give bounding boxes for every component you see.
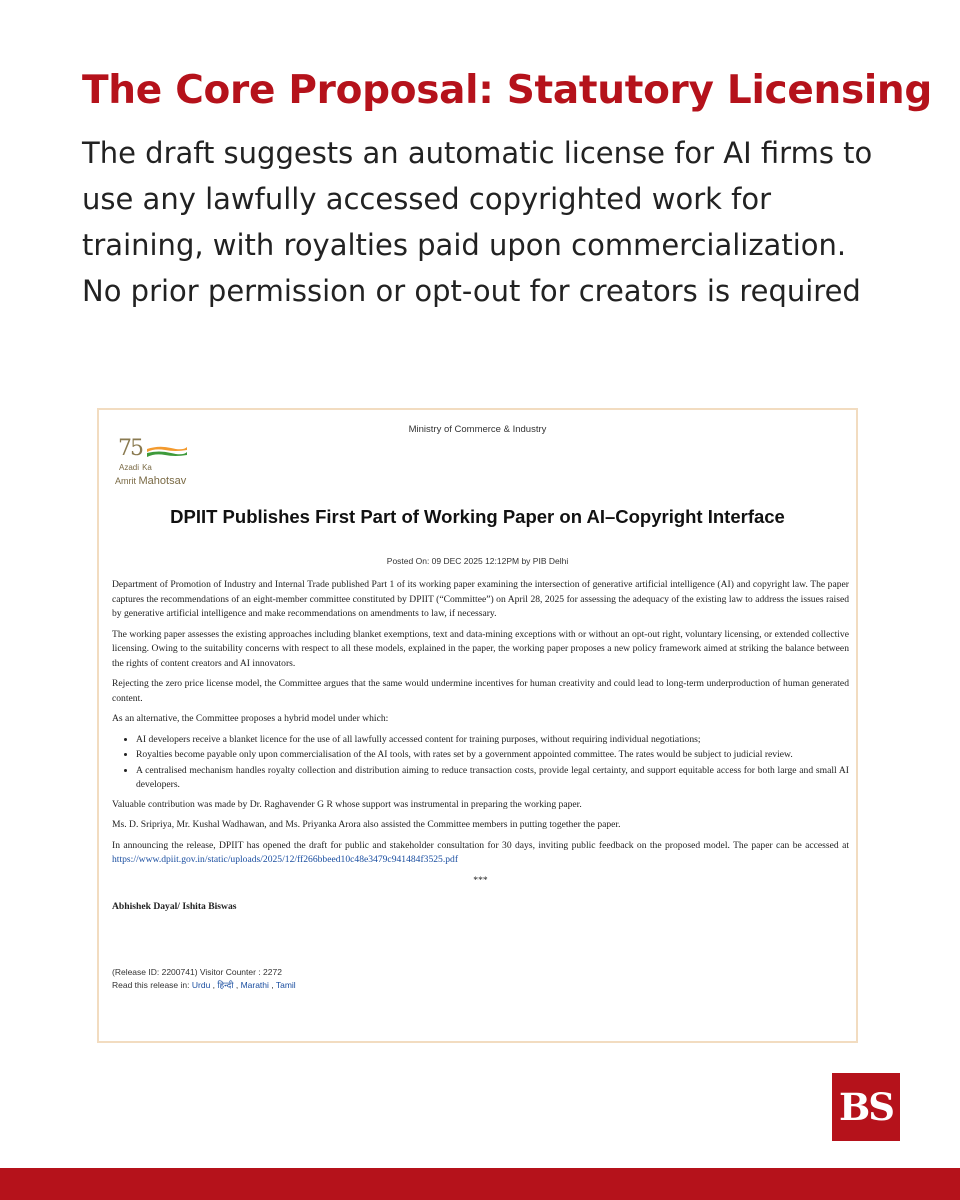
language-link-urdu[interactable]: Urdu [191,980,211,990]
proposal-list [112,733,849,793]
document-title: DPIIT Publishes First Part of Working Paper on AI–Copyright Interface [170,506,785,527]
posted-on: Posted On: 09 DEC 2025 12:12PM by PIB Delhi [386,556,569,566]
paragraph: Rejecting the zero price license model, the Committee argues that the same would undermine incentives for human creativity and could lead to long-term underproduction of human generated content. [112,678,849,704]
tricolor-flag-icon [145,445,189,459]
list-item: • AI developers receive a blanket licence for the use of all lawfully accessed content for training purposes, without requiring individual negotiations; [136,733,849,748]
language-link-hindi[interactable]: हिन्दी [217,980,234,990]
subtext: The draft suggests an automatic license for AI firms to use any lawfully accessed copyrighted work for training, with royalties paid upon commercialization. No prior permission or opt-out for creators is required [82,136,873,308]
paragraph-contribution: Valuable contribution was made by Dr. Raghavender G R whose support was instrumental in preparing the working paper. [112,798,582,810]
read-in-languages: Read this release in: Urdu , हिन्दी , Marathi , Tamil [112,980,296,990]
paragraph: As an alternative, the Committee proposes a hybrid model under which: [112,713,389,724]
signature: Abhishek Dayal/ Ishita Biswas [112,901,237,912]
paragraph: The working paper assesses the existing approaches including blanket exemptions, text and data-mining exceptions with or without an opt-out right, voluntary licensing, or extended collective licensing. Owing to the suitability concerns with respect to all these models, explained in the paper, the working paper proposes a new policy framework aimed at striking the balance between the rights of content creators and AI innovators. [112,628,849,669]
logo-line-2: Amrit Mahotsav [115,475,187,487]
language-link-tamil[interactable]: Tamil [275,980,296,990]
paragraph-announce: In announcing the release, DPIIT has opened the draft for public and stakeholder consultation for 30 days, inviting public feedback on the proposed model. The paper can be accessed at https://www.dpiit.gov.in/static/uploads/2025/12/ff266bbeed10c48e3479c941484f3525.pdf [112,839,849,865]
list-item: • Royalties become payable only upon commercialisation of the AI tools, with rates set by a government appointed committee. The rates would be subject to judicial review. [136,748,849,763]
release-info: (Release ID: 2200741) Visitor Counter : 2272 [112,967,282,977]
document-body [112,578,849,915]
working-paper-link[interactable]: https://www.dpiit.gov.in/static/uploads/2025/12/ff266bbeed10c48e3479c941484f3525.pdf [112,854,459,865]
business-standard-logo: BS [832,1073,900,1141]
separator-stars: *** [473,874,488,886]
release-meta [112,966,296,992]
logo-line-1: Azadi Ka [119,463,152,472]
paragraph: Department of Promotion of Industry and Internal Trade published Part 1 of its working paper examining the intersection of generative artificial intelligence (AI) and copyright law. The paper captures the recommendations of an eight-member committee constituted by DPIIT (“Committee”) on April 28, 2025 for assessing the adequacy of the existing law to address the issues raised by generative artificial intelligence and make recommendations on amendments to law, if necessary. [112,579,849,619]
azadi-ka-amrit-mahotsav-logo [113,436,233,496]
press-release-screenshot [97,408,858,1043]
list-item: • A centralised mechanism handles royalty collection and distribution aiming to reduce transaction costs, provide legal certainty, and support equitable access for both large and small AI developers. [136,764,849,793]
ministry-label: Ministry of Commerce & Industry [408,424,547,435]
logo-number: 75 [118,436,142,461]
headline: The Core Proposal: Statutory Licensing [82,68,933,113]
paragraph-assist: Ms. D. Sripriya, Mr. Kushal Wadhawan, and Ms. Priyanka Arora also assisted the Committee members in putting together the paper. [112,819,621,830]
language-link-marathi[interactable]: Marathi [240,980,269,990]
footer-bar [0,1168,960,1200]
